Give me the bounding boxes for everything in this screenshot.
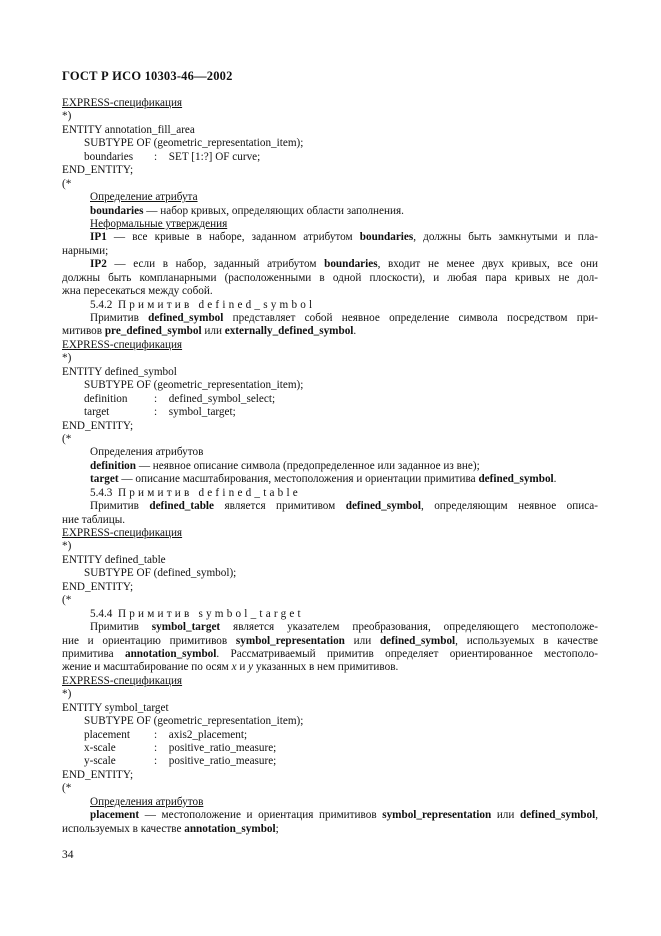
term: pre_defined_symbol bbox=[104, 325, 202, 338]
paragraph-line bbox=[62, 500, 598, 513]
paragraph-text: жение и масштабирование по осям bbox=[62, 661, 232, 674]
attribute-line bbox=[62, 406, 598, 419]
section-title: Примитив symbol_target bbox=[117, 607, 304, 620]
attribute-name: definition bbox=[84, 392, 128, 405]
paragraph-text: Примитив bbox=[90, 500, 150, 513]
ip1-line bbox=[62, 231, 598, 244]
attribute-type: defined_symbol_select; bbox=[168, 392, 276, 405]
comment-close: *) bbox=[62, 540, 72, 553]
definition-item-end bbox=[62, 823, 598, 836]
comment-open: (* bbox=[62, 432, 72, 445]
attribute-line bbox=[62, 742, 598, 755]
attribute-colon: : bbox=[154, 150, 158, 163]
entity-end: END_ENTITY; bbox=[62, 419, 134, 432]
express-spec-label: EXPRESS-спецификация bbox=[62, 338, 183, 351]
section-number: 5.4.2 bbox=[90, 298, 113, 311]
definition-term: definition bbox=[90, 459, 137, 472]
ip2-term: IP2 bbox=[90, 258, 107, 271]
attribute-colon: : bbox=[154, 755, 158, 768]
term: defined_table bbox=[149, 500, 214, 513]
paragraph-text: или bbox=[344, 634, 380, 647]
definition-text: — местоположение и ориентация примитивов bbox=[139, 809, 383, 822]
term: defined_symbol bbox=[478, 473, 554, 486]
term: defined_symbol bbox=[345, 500, 421, 513]
express-spec-label: EXPRESS-спецификация bbox=[62, 97, 183, 109]
paragraph-text: Примитив bbox=[90, 621, 152, 634]
definition-heading: Определения атрибутов bbox=[90, 446, 204, 459]
term: defined_symbol bbox=[148, 312, 224, 324]
term: symbol_representation bbox=[382, 809, 492, 822]
definition-text: используемых в качестве bbox=[62, 822, 185, 835]
axis-variable: x bbox=[231, 661, 237, 674]
definition-text: . bbox=[553, 473, 557, 486]
paragraph-text: примитива bbox=[62, 647, 125, 660]
definition-item bbox=[62, 205, 598, 218]
entity-declaration: ENTITY symbol_target bbox=[62, 701, 169, 714]
comment-open: (* bbox=[62, 177, 72, 190]
entity-declaration: ENTITY defined_table bbox=[62, 553, 166, 566]
paragraph-text: ние и ориентацию примитивов bbox=[62, 634, 236, 647]
ip2-continuation-end: жна пересекаться между собой. bbox=[62, 285, 213, 298]
entity-end: END_ENTITY; bbox=[62, 164, 134, 177]
definition-text: или bbox=[491, 809, 520, 822]
ip2-term-ref: boundaries bbox=[324, 258, 378, 271]
section-heading bbox=[62, 608, 598, 621]
definition-item bbox=[62, 809, 598, 822]
page-header: ГОСТ Р ИСО 10303-46—2002 bbox=[62, 69, 233, 83]
attribute-colon: : bbox=[154, 406, 158, 419]
ip1-term-ref: boundaries bbox=[359, 231, 414, 244]
attribute-type: axis2_placement; bbox=[168, 728, 248, 741]
definition-text: — описание масштабирования, местоположения и ориентации примитива bbox=[118, 473, 479, 486]
attribute-line bbox=[62, 393, 598, 406]
paragraph-line bbox=[62, 635, 598, 648]
attribute-type: positive_ratio_measure; bbox=[168, 742, 277, 754]
page-number: 34 bbox=[62, 849, 74, 861]
term: externally_defined_symbol bbox=[224, 325, 354, 338]
paragraph-text: , определяющим неявное описа- bbox=[420, 500, 598, 513]
paragraph-text: и bbox=[236, 661, 249, 674]
ip1-term: IP1 bbox=[90, 231, 107, 244]
definition-text: ; bbox=[275, 822, 279, 835]
comment-close: *) bbox=[62, 688, 72, 701]
attribute-name: boundaries bbox=[84, 150, 134, 163]
term: defined_symbol bbox=[519, 809, 596, 822]
express-spec-label: EXPRESS-спецификация bbox=[62, 527, 183, 539]
section-heading bbox=[62, 487, 598, 500]
paragraph-line-end bbox=[62, 325, 598, 338]
definition-heading: Определение атрибута bbox=[90, 191, 198, 204]
subtype-declaration: SUBTYPE OF (geometric_representation_item); bbox=[84, 137, 304, 150]
paragraph-text: Примитив bbox=[90, 312, 149, 324]
attribute-line bbox=[62, 151, 598, 164]
section-heading bbox=[62, 299, 598, 312]
ip2-continuation: должны быть компланарными (расположенными в одной плоскости), и любая пара кривых не дол- bbox=[62, 271, 598, 284]
entity-end: END_ENTITY; bbox=[62, 580, 134, 593]
attribute-colon: : bbox=[154, 392, 158, 405]
entity-end: END_ENTITY; bbox=[62, 768, 134, 781]
paragraph-text: представляет собой неявное определение символа посредством при- bbox=[223, 312, 598, 324]
term: annotation_symbol bbox=[124, 647, 217, 660]
paragraph-text: указанных в нем примитивов. bbox=[253, 661, 399, 674]
comment-open: (* bbox=[62, 594, 72, 607]
comment-open: (* bbox=[62, 782, 72, 795]
term: defined_symbol bbox=[379, 634, 456, 647]
attribute-line bbox=[62, 729, 598, 742]
paragraph-line-end: ние таблицы. bbox=[62, 513, 126, 526]
comment-close: *) bbox=[62, 352, 72, 365]
paragraph-text: . bbox=[353, 325, 357, 338]
paragraph-text: митивов bbox=[62, 325, 105, 338]
attribute-name: y-scale bbox=[84, 755, 116, 768]
attribute-name: x-scale bbox=[84, 742, 116, 754]
attribute-colon: : bbox=[154, 742, 158, 754]
attribute-name: placement bbox=[84, 728, 130, 741]
paragraph-line-end bbox=[62, 661, 598, 674]
section-title: Примитив defined_table bbox=[117, 486, 301, 499]
definition-text: — набор кривых, определяющих области заполнения. bbox=[143, 204, 404, 217]
definition-heading: Определения атрибутов bbox=[90, 795, 204, 808]
paragraph-text: . Рассматриваемый примитив определяет ориентированное местополо- bbox=[216, 647, 598, 660]
definition-text: — неявное описание символа (предопределенное или заданное из вне); bbox=[136, 459, 480, 472]
paragraph-line bbox=[62, 312, 598, 325]
definition-text: , bbox=[595, 809, 598, 822]
section-number: 5.4.4 bbox=[90, 607, 113, 620]
axis-variable: y bbox=[248, 661, 254, 674]
entity-declaration: ENTITY annotation_fill_area bbox=[62, 123, 195, 136]
section-title: Примитив defined_symbol bbox=[117, 298, 316, 311]
attribute-type: SET [1:?] OF curve; bbox=[168, 150, 261, 163]
term: symbol_representation bbox=[235, 634, 345, 647]
attribute-type: positive_ratio_measure; bbox=[168, 755, 277, 768]
section-number: 5.4.3 bbox=[90, 486, 113, 499]
ip2-text: — если в набор, заданный атрибутом bbox=[106, 258, 325, 271]
subtype-declaration: SUBTYPE OF (geometric_representation_item); bbox=[84, 379, 304, 392]
ip1-text-end: , должны быть замкнутыми и пла- bbox=[413, 231, 599, 244]
definition-item bbox=[62, 473, 598, 486]
attribute-colon: : bbox=[154, 728, 158, 741]
definition-term: target bbox=[90, 473, 119, 486]
page-body bbox=[62, 97, 598, 836]
entity-declaration: ENTITY defined_symbol bbox=[62, 365, 177, 378]
ip1-text: — все кривые в наборе, заданном атрибутом bbox=[106, 231, 360, 244]
informal-heading: Неформальные утверждения bbox=[90, 217, 228, 230]
definition-term: boundaries bbox=[90, 204, 144, 217]
ip2-text-end: , входит не менее двух кривых, все они bbox=[377, 258, 598, 271]
express-spec-label: EXPRESS-спецификация bbox=[62, 674, 183, 687]
paragraph-text: является указателем преобразования, определяющего местоположе- bbox=[220, 621, 598, 634]
paragraph-text: или bbox=[201, 325, 225, 338]
paragraph-text: , используемых в качестве bbox=[455, 634, 598, 647]
paragraph-line bbox=[62, 648, 598, 661]
subtype-declaration: SUBTYPE OF (geometric_representation_item); bbox=[84, 715, 304, 728]
definition-term: placement bbox=[90, 809, 140, 822]
paragraph-line bbox=[62, 621, 598, 634]
term: annotation_symbol bbox=[184, 822, 276, 835]
attribute-line bbox=[62, 755, 598, 768]
ip1-continuation: нарными; bbox=[62, 244, 109, 257]
term: symbol_target bbox=[151, 621, 221, 634]
attribute-name: target bbox=[84, 406, 110, 419]
paragraph-text: является примитивом bbox=[214, 500, 346, 513]
attribute-type: symbol_target; bbox=[168, 406, 236, 419]
definition-item bbox=[62, 460, 598, 473]
comment-close: *) bbox=[62, 110, 72, 123]
subtype-declaration: SUBTYPE OF (defined_symbol); bbox=[84, 567, 237, 580]
ip2-line bbox=[62, 258, 598, 271]
